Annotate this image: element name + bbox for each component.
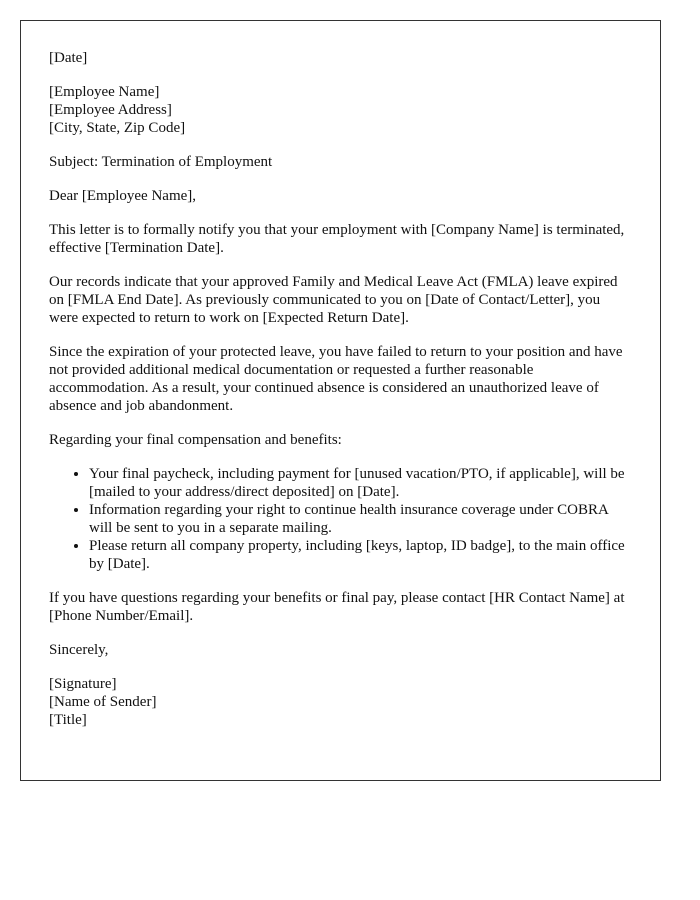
- sender-name: [Name of Sender]: [49, 694, 157, 710]
- body-paragraph: Since the expiration of your protected leave, you have failed to return to your position and have not provided additional medical documentation or requested a further reasonable accommodation. As a result, your continued absence is considered an unauthorized leave of absence and job abandonment.: [49, 344, 623, 414]
- signature: [Signature]: [49, 676, 117, 692]
- body-paragraph: Our records indicate that your approved Family and Medical Leave Act (FMLA) leave expired on [FMLA End Date]. As previously communicated to you on [Date of Contact/Letter], you were expected to return to work on [Expected Return Date].: [49, 274, 618, 326]
- list-item: • Please return all company property, including [keys, laptop, ID badge], to the main office by [Date].: [89, 537, 632, 573]
- closing: Sincerely,: [49, 642, 109, 658]
- recipient-block: [49, 83, 632, 137]
- sender-title: [Title]: [49, 712, 87, 728]
- recipient-address: [Employee Address]: [49, 102, 172, 118]
- list-item: • Information regarding your right to continue health insurance coverage under COBRA will be sent to you in a separate mailing.: [89, 501, 632, 537]
- recipient-city: [City, State, Zip Code]: [49, 120, 186, 136]
- letter-date: [Date]: [49, 50, 88, 66]
- signature-block: [49, 675, 632, 729]
- list-item: • Your final paycheck, including payment for [unused vacation/PTO, if applicable], will be [mailed to your address/direct deposited] on [Date].: [89, 465, 632, 501]
- benefits-list: [49, 465, 632, 573]
- body-paragraph: This letter is to formally notify you that your employment with [Company Name] is terminated, effective [Termination Date].: [49, 222, 625, 256]
- salutation: Dear [Employee Name],: [49, 188, 197, 204]
- termination-letter: [20, 20, 661, 781]
- subject-line: Subject: Termination of Employment: [49, 154, 273, 170]
- closing-paragraph: If you have questions regarding your benefits or final pay, please contact [HR Contact Name] at [Phone Number/Email].: [49, 590, 625, 624]
- body-paragraph: Regarding your final compensation and benefits:: [49, 432, 342, 448]
- recipient-name: [Employee Name]: [49, 84, 160, 100]
